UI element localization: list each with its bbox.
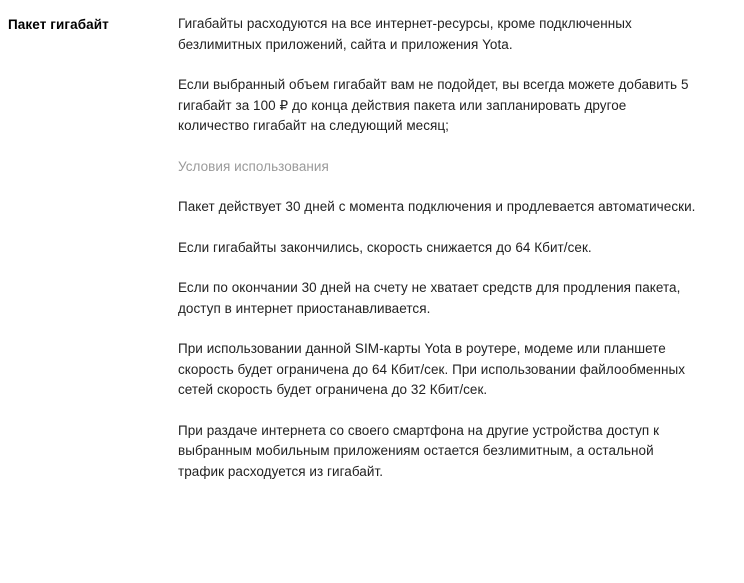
section-title: Пакет гигабайт — [8, 17, 109, 32]
paragraph: Если гигабайты закончились, скорость снижается до 64 Кбит/сек. — [178, 239, 592, 255]
usage-conditions-subheading: Условия использования — [178, 158, 329, 174]
paragraph: При раздаче интернета со своего смартфона на другие устройства доступ к выбранным мобильным приложениям остается безлимитным, а остальной трафик расходуется из гигабайт. — [178, 422, 660, 479]
paragraph: Гигабайты расходуются на все интернет-ресурсы, кроме подключенных безлимитных приложений, сайта и приложения Yota. — [178, 16, 632, 52]
paragraph: Если выбранный объем гигабайт вам не подойдет, вы всегда можете добавить 5 гигабайт за 100 ₽ до конца действия пакета или запланировать другое количество гигабайт на следующий месяц; — [178, 77, 689, 134]
paragraph: Пакет действует 30 дней с момента подключения и продлевается автоматически. — [178, 199, 696, 215]
section-body — [178, 14, 724, 482]
paragraph: При использовании данной SIM-карты Yota в роутере, модеме или планшете скорость будет ограничена до 64 Кбит/сек. При использовании файлообменных сетей скорость будет ограничена до 32 Кбит/сек. — [178, 341, 686, 398]
paragraph: Если по окончании 30 дней на счету не хватает средств для продления пакета, доступ в интернет приостанавливается. — [178, 280, 681, 316]
